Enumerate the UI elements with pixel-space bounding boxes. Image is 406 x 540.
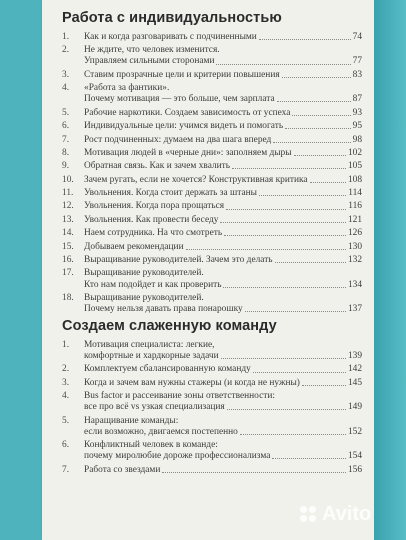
entry-number: 3.	[62, 69, 70, 80]
dot-leader	[302, 375, 346, 386]
entry-title: Мотивация специалиста: легкие,	[84, 340, 215, 350]
entry-line	[84, 304, 362, 315]
entry-title: Кто нам подойдет и как проверить	[84, 279, 222, 290]
dot-leader	[259, 29, 351, 40]
dot-leader	[232, 158, 346, 169]
entry-number: 1.	[62, 340, 70, 350]
toc-entry	[62, 340, 362, 362]
entry-title: Работа со звездами	[84, 464, 161, 475]
entry-title: Bus factor и рассеивание зоны ответственности:	[84, 391, 275, 402]
entry-number: 12.	[62, 201, 74, 212]
toc-entry	[62, 45, 362, 67]
entry-title: Рабочие наркотики. Создаем зависимость от успеха	[84, 107, 291, 118]
entry-title: Ставим прозрачные цели и критерии повышения	[84, 69, 280, 80]
entry-title: Увольнения. Когда стоит держать за штаны	[84, 188, 257, 199]
page-number: 152	[347, 426, 362, 437]
entry-title: все про всё vs узкая специализация	[84, 402, 225, 413]
entry-line	[84, 32, 362, 43]
entry-title: Не ждите, что человек изменится.	[84, 45, 220, 56]
page-number: 130	[347, 241, 362, 252]
dot-leader	[272, 448, 346, 459]
page-number: 95	[352, 121, 362, 132]
entry-number: 7.	[62, 464, 70, 475]
page-number: 134	[347, 279, 362, 290]
entry-title: Почему нельзя давать права понарошку	[84, 304, 243, 315]
entry-title: Индивидуальные цели: учимся видеть и помогать	[84, 121, 284, 132]
entry-title: «Работа за фантики».	[84, 83, 170, 94]
page-number: 121	[347, 214, 362, 225]
entry-number: 11.	[62, 188, 74, 199]
toc-section-individuality	[62, 10, 362, 317]
avito-logo-icon	[300, 506, 318, 522]
dot-leader	[294, 145, 346, 156]
entry-title: Как и когда разговаривать с подчиненными	[84, 32, 257, 42]
toc-entry	[62, 391, 362, 413]
entry-title: почему миролюбие дороже профессионализма	[84, 451, 271, 462]
toc-entry	[62, 255, 362, 266]
page-number: 154	[347, 451, 362, 462]
entry-number: 2.	[62, 45, 70, 56]
page-number: 83	[352, 69, 362, 80]
entry-number: 6.	[62, 440, 70, 451]
page-number: 149	[347, 402, 362, 413]
page-number: 114	[348, 188, 362, 199]
entry-title: Мотивация людей в «черные дни»: заполняем дыры	[84, 147, 292, 158]
entry-line	[84, 255, 362, 266]
entry-number: 13.	[62, 214, 74, 225]
dot-leader	[253, 361, 346, 372]
entry-number: 1.	[62, 32, 70, 42]
entry-title: Увольнения. Как провести беседу	[84, 214, 219, 225]
dot-leader	[186, 239, 346, 250]
entry-title: Когда и зачем вам нужны стажеры (и когда не нужны)	[84, 377, 300, 388]
entry-line	[84, 465, 362, 476]
page-number: 156	[347, 464, 362, 475]
dot-leader	[240, 424, 346, 435]
page-number: 139	[347, 351, 362, 362]
page-number: 126	[347, 228, 362, 239]
entry-line	[84, 402, 362, 413]
entry-title: Обратная связь. Как и зачем хвалить	[84, 161, 231, 172]
entry-title: Выращивание руководителей.	[84, 292, 204, 303]
entry-number: 4.	[62, 83, 70, 94]
dot-leader	[227, 399, 346, 410]
dot-leader	[216, 53, 350, 64]
entry-line	[84, 70, 362, 81]
dot-leader	[282, 67, 351, 78]
entry-title: комфортные и хардкорные задачи	[84, 351, 219, 362]
entry-line	[84, 280, 362, 291]
section-title: Работа с индивидуальностью	[62, 10, 282, 26]
entry-number: 5.	[62, 107, 70, 118]
page-number: 142	[347, 364, 362, 375]
page-number: 98	[352, 134, 362, 145]
dot-leader	[277, 91, 351, 102]
avito-watermark	[300, 500, 396, 528]
dot-leader	[259, 185, 346, 196]
entry-number: 17.	[62, 268, 74, 279]
dot-leader	[285, 118, 351, 129]
toc-entry	[62, 32, 362, 43]
dot-leader	[245, 301, 346, 312]
entry-title: Добываем рекомендации	[84, 241, 184, 252]
entry-number: 9.	[62, 161, 70, 172]
toc-entry	[62, 465, 362, 476]
dot-leader	[162, 462, 346, 473]
entry-number: 10.	[62, 174, 74, 185]
toc-entry	[62, 293, 362, 315]
toc-entry	[62, 268, 362, 290]
entry-number: 4.	[62, 391, 70, 402]
toc-list	[62, 32, 362, 315]
page-number: 102	[347, 147, 362, 158]
dot-leader	[273, 132, 350, 143]
dot-leader	[292, 105, 350, 116]
entry-title: Выращивание руководителей. Зачем это делать	[84, 255, 273, 266]
page-number: 116	[348, 201, 362, 212]
entry-title: Наращивание команды:	[84, 415, 179, 426]
entry-number: 2.	[62, 364, 70, 375]
entry-title: если возможно, двигаемся постепенно	[84, 426, 238, 437]
entry-number: 5.	[62, 415, 70, 426]
entry-title: Почему мотивация — это больше, чем зарплата	[84, 94, 275, 105]
entry-title: Зачем ругать, если не хочется? Конструктивная критика	[84, 174, 308, 185]
entry-number: 8.	[62, 147, 70, 158]
entry-number: 6.	[62, 121, 70, 132]
page-number: 93	[352, 107, 362, 118]
page-number: 105	[347, 161, 362, 172]
page-number: 77	[352, 56, 362, 67]
dot-leader	[224, 225, 346, 236]
toc-section-team	[62, 318, 362, 478]
section-title: Создаем слаженную команду	[62, 318, 277, 334]
dot-leader	[310, 172, 346, 183]
dot-leader	[275, 252, 346, 263]
page-number: 87	[352, 94, 362, 105]
page-number: 108	[347, 174, 362, 185]
dot-leader	[226, 198, 346, 209]
dot-leader	[223, 277, 345, 288]
toc-entry	[62, 416, 362, 438]
entry-line	[84, 378, 362, 389]
toc-entry	[62, 83, 362, 105]
entry-title: Конфликтный человек в команде:	[84, 440, 218, 451]
entry-title: Управляем сильными сторонами	[84, 56, 215, 67]
toc-entry	[62, 378, 362, 389]
page-number: 74	[352, 32, 362, 42]
page-number: 145	[347, 377, 362, 388]
entry-title: Увольнения. Когда пора прощаться	[84, 201, 225, 212]
entry-number: 3.	[62, 377, 70, 388]
toc-entry	[62, 70, 362, 81]
toc-list	[62, 340, 362, 476]
page-number: 132	[347, 255, 362, 266]
entry-number: 14.	[62, 228, 74, 239]
entry-number: 15.	[62, 241, 74, 252]
entry-number: 7.	[62, 134, 70, 145]
toc-entry	[62, 440, 362, 462]
entry-title: Рост подчиненных: думаем на два шага вперед	[84, 134, 272, 145]
background-edge	[374, 0, 406, 540]
watermark-text: Avito	[322, 502, 372, 525]
entry-title: Выращивание руководителей.	[84, 268, 204, 279]
page-number: 137	[347, 304, 362, 315]
entry-number: 18.	[62, 292, 74, 303]
dot-leader	[220, 212, 345, 223]
entry-title: Наем сотрудника. На что смотреть	[84, 228, 223, 239]
entry-title: Комплектуем сбалансированную команду	[84, 364, 251, 375]
entry-line	[84, 427, 362, 438]
dot-leader	[221, 348, 346, 359]
entry-number: 16.	[62, 255, 74, 266]
